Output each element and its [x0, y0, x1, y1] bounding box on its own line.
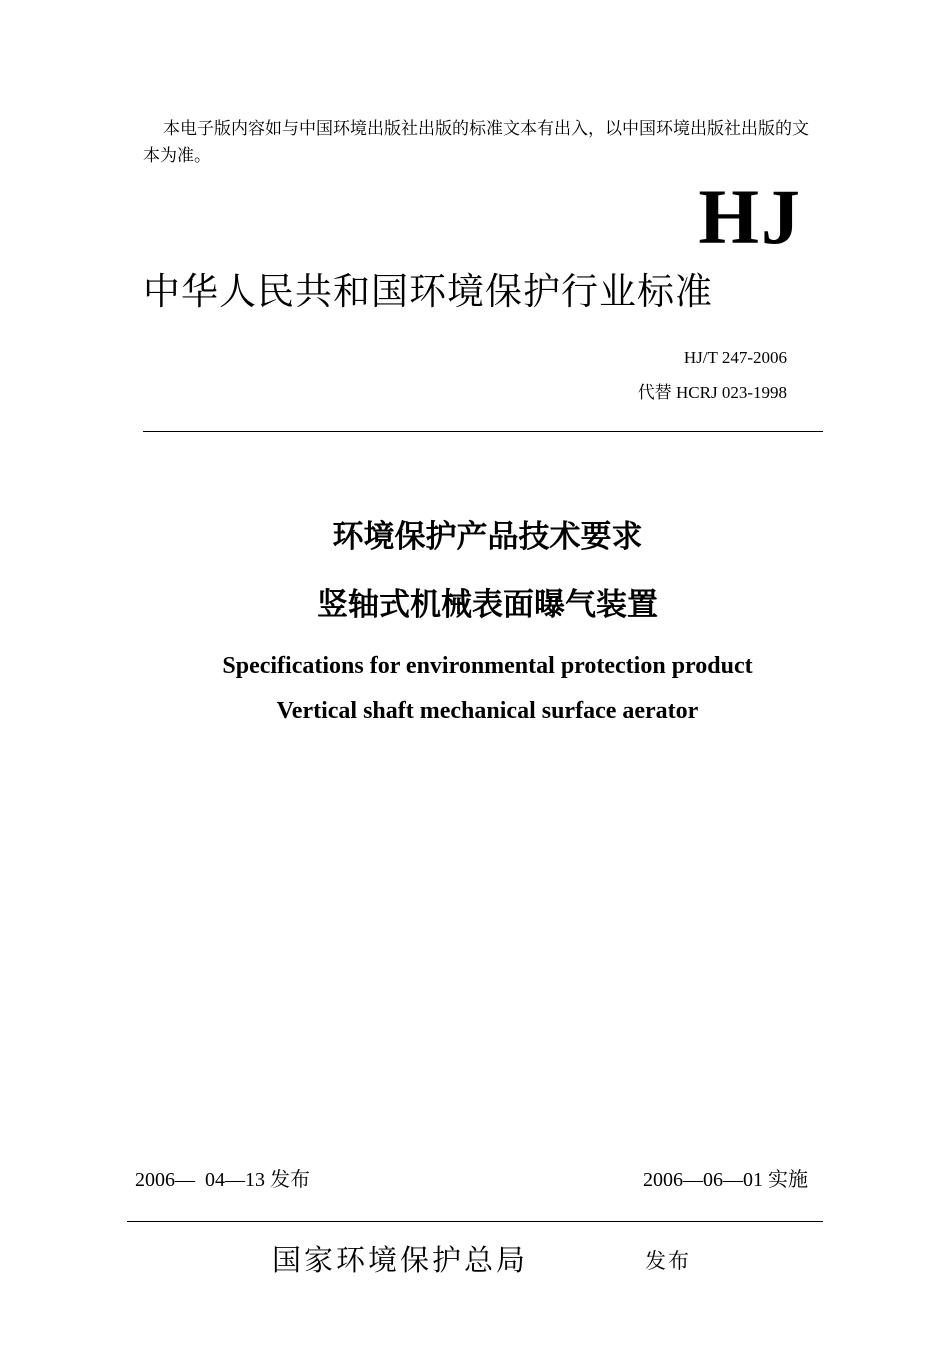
- effective-date: 2006—06—01 实施: [643, 1169, 808, 1191]
- standard-number: HJ/T 247-2006: [683, 348, 787, 367]
- industry-standard-heading: 中华人民共和国环境保护行业标准: [143, 270, 713, 313]
- title-zh-line2: 竖轴式机械表面曝气装置: [317, 587, 658, 623]
- disclaimer-text: 本电子版内容如与中国环境出版社出版的标准文本有出入，以中国环境出版社出版的文本为准。: [143, 119, 809, 166]
- issue-date: 2006— 04—13 发布: [135, 1169, 310, 1191]
- issuer-action: 发布: [645, 1249, 691, 1273]
- hj-code-logo: HJ: [698, 173, 802, 260]
- issuer-name: 国家环境保护总局: [272, 1243, 529, 1277]
- top-divider: [143, 431, 823, 432]
- bottom-divider: [127, 1221, 823, 1222]
- title-zh-line1: 环境保护产品技术要求: [332, 519, 643, 555]
- title-en-line1: Specifications for environmental protection product: [222, 653, 753, 679]
- replaces-standard: 代替 HCRJ 023-1998: [637, 383, 787, 402]
- title-en-line2: Vertical shaft mechanical surface aerator: [276, 698, 699, 724]
